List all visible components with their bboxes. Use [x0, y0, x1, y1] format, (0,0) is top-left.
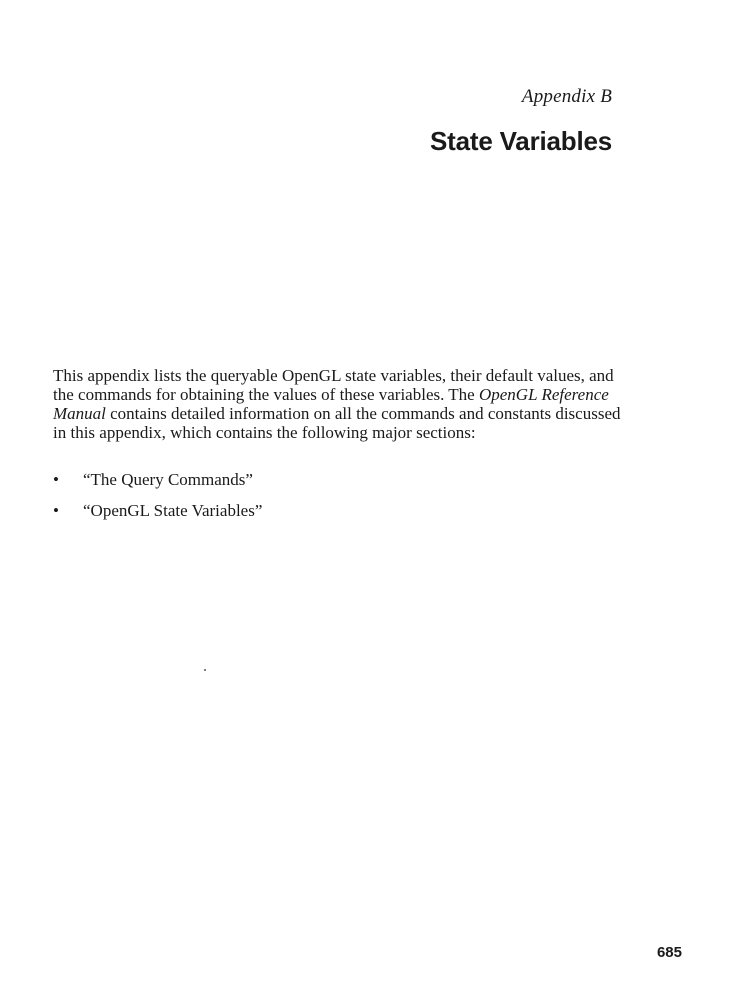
list-item: [53, 501, 262, 532]
reference-manual-title: OpenGL Reference Manual: [53, 385, 609, 423]
intro-text-start: This appendix lists the queryable OpenGL state variables, their default values, and the commands for obtaining the values of these variables. The: [53, 366, 614, 404]
bullet-icon: •: [53, 470, 59, 489]
list-item-label: “OpenGL State Variables”: [83, 501, 263, 520]
intro-text-end: contains detailed information on all the commands and constants discussed in this appendix, which contains the following major sections:: [53, 404, 621, 442]
section-list: [53, 470, 262, 532]
intro-paragraph: [53, 366, 623, 442]
page-title: State Variables: [430, 126, 612, 156]
list-item-label: “The Query Commands”: [83, 470, 253, 489]
page-number: 685: [656, 944, 682, 961]
appendix-label: Appendix B: [521, 86, 612, 107]
list-item: [53, 470, 262, 501]
scan-speck: [204, 669, 206, 671]
bullet-icon: •: [53, 501, 59, 520]
